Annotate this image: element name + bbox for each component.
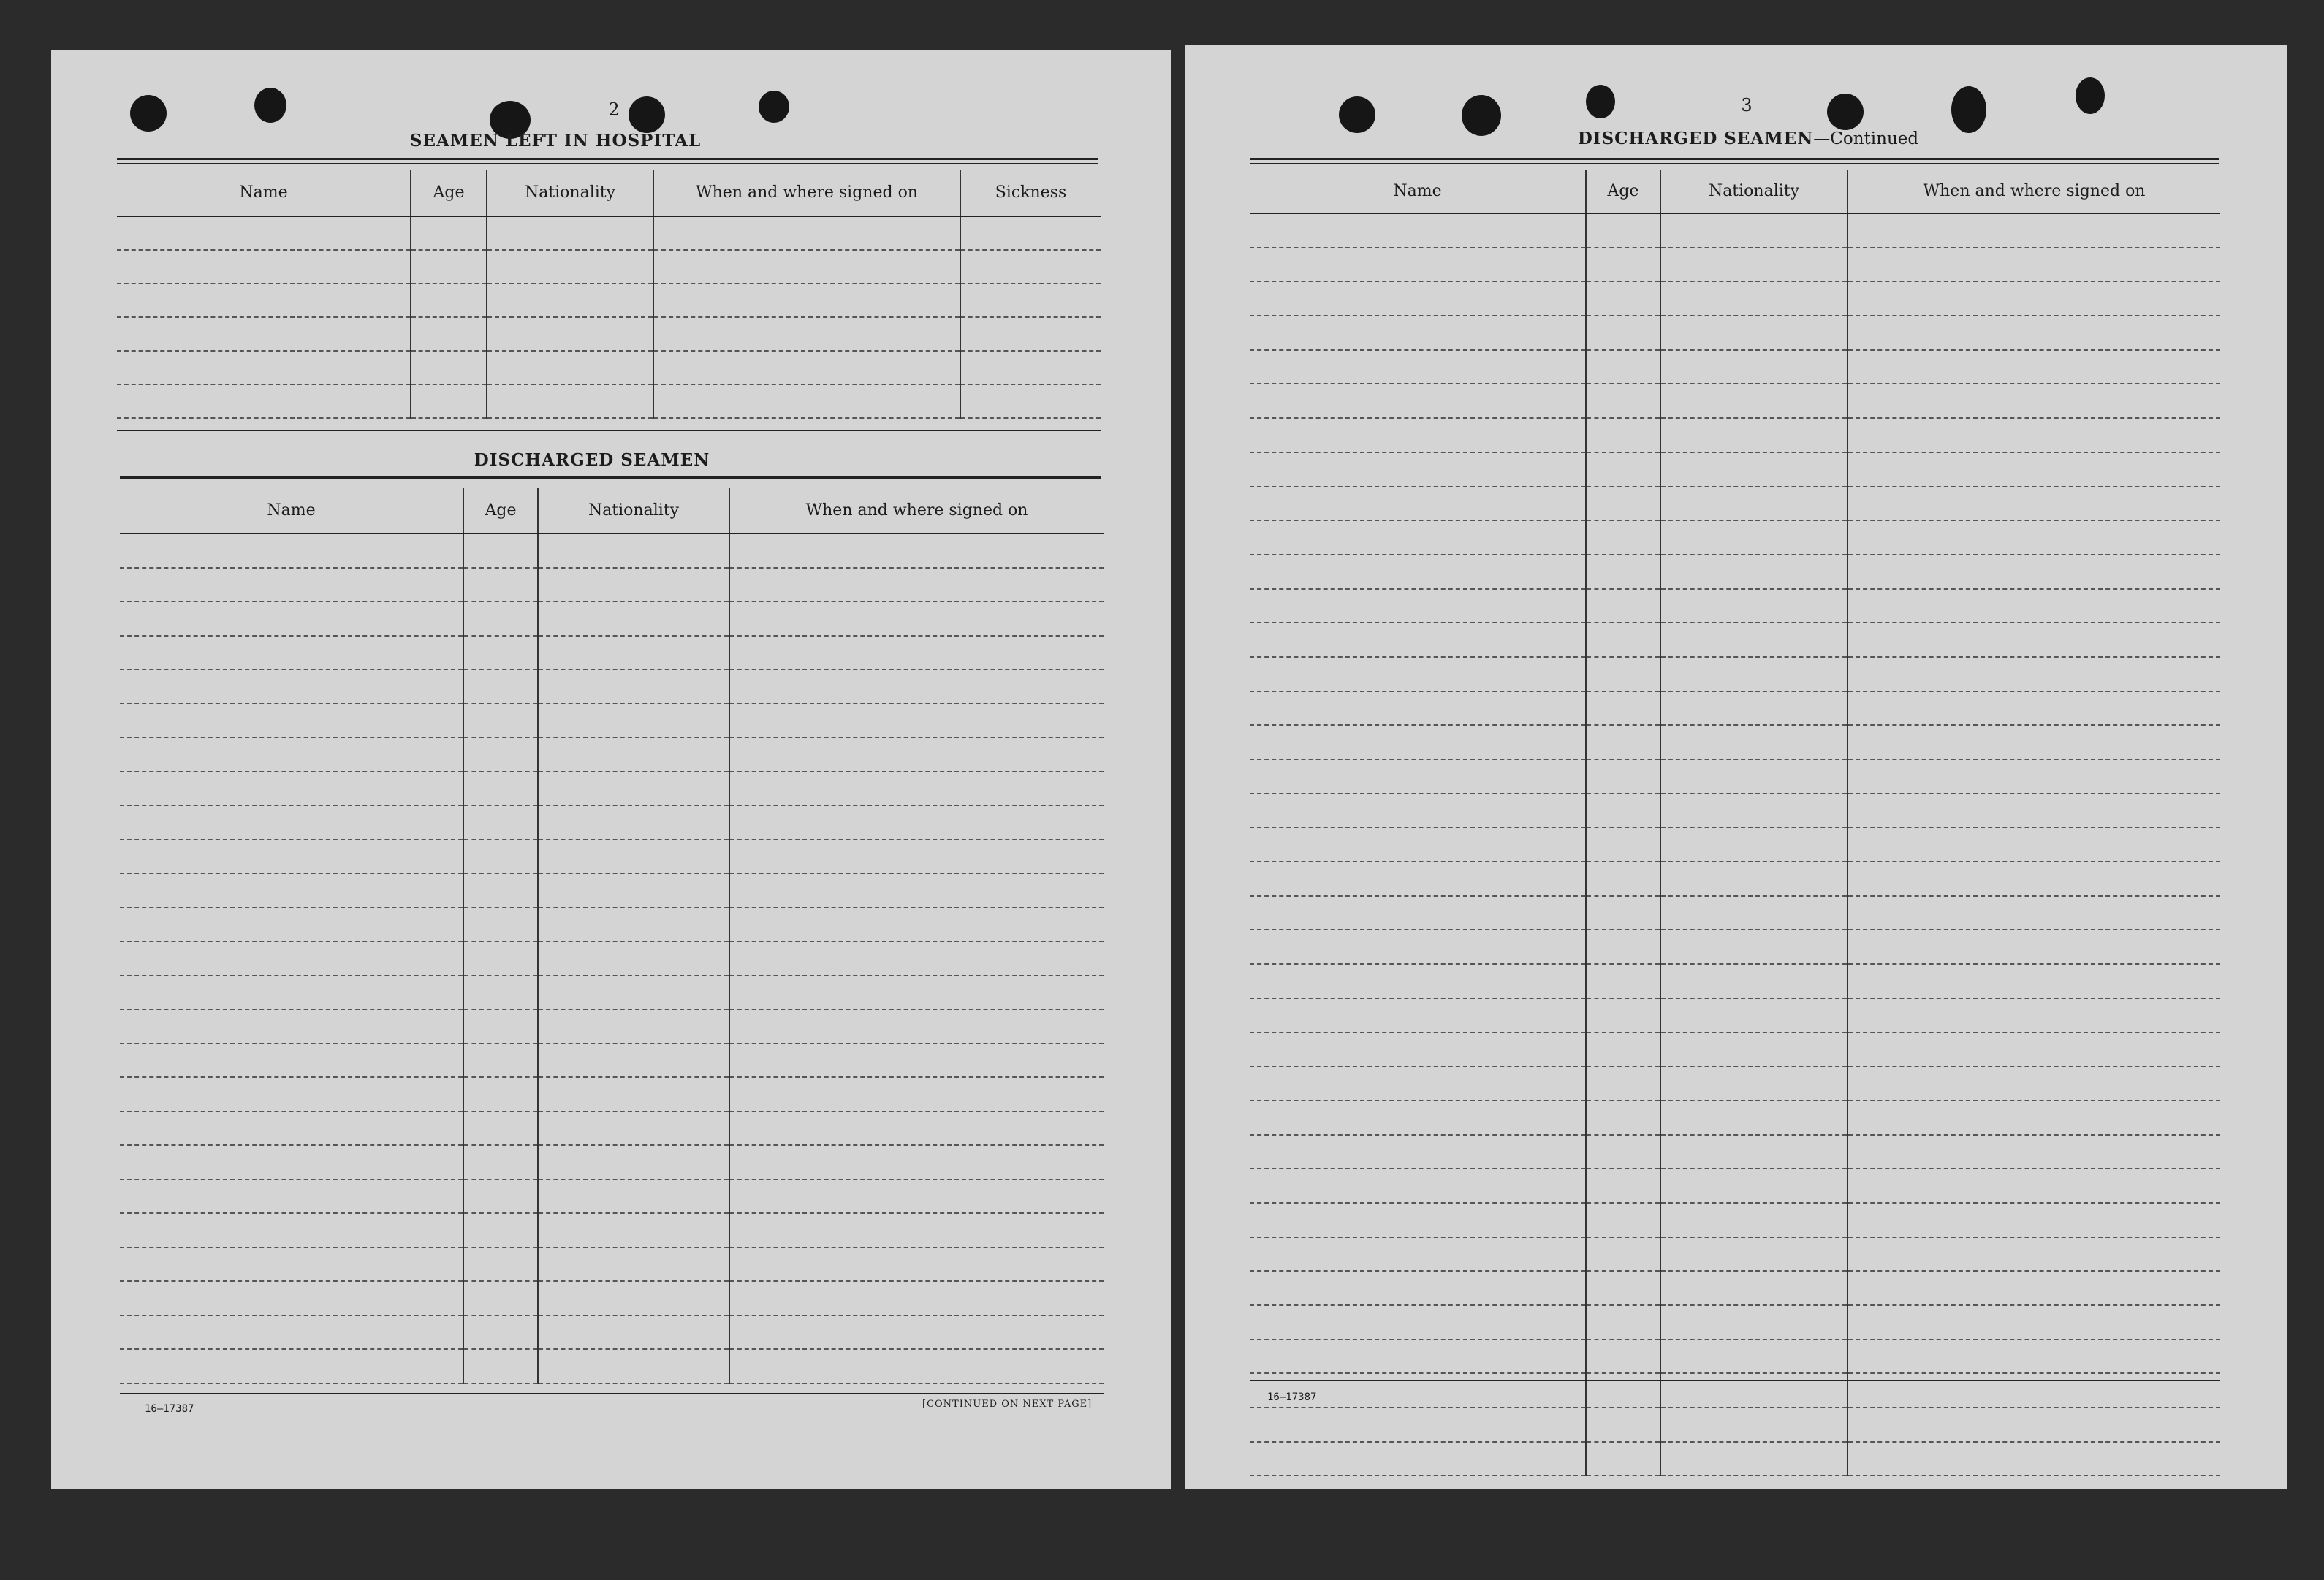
section-title-suffix: —Continued <box>1813 129 1919 148</box>
table-row <box>1250 520 2220 555</box>
punch-hole <box>759 91 789 123</box>
table-row <box>120 873 1104 908</box>
table-row <box>1250 316 2220 350</box>
table-row <box>117 384 1101 418</box>
table-row <box>1250 998 2220 1033</box>
table-row <box>120 704 1104 738</box>
table-row <box>117 317 1101 351</box>
table-row <box>1250 1340 2220 1374</box>
table-row <box>120 976 1104 1010</box>
table-row <box>120 805 1104 840</box>
table-row <box>120 840 1104 874</box>
table-row <box>1250 1033 2220 1067</box>
page-number: 2 <box>608 99 620 120</box>
table-row <box>1250 725 2220 759</box>
punch-hole <box>1339 96 1375 133</box>
table-row <box>1250 827 2220 862</box>
table-row <box>1250 862 2220 896</box>
table-row <box>1250 1101 2220 1135</box>
column-header-sickness: Sickness <box>960 170 1101 216</box>
table-row <box>1250 213 2220 248</box>
table-row <box>117 351 1101 384</box>
column-header-age: Age <box>463 488 538 533</box>
column-header-age: Age <box>411 170 487 216</box>
hospital-table <box>117 170 1101 419</box>
column-header-nationality: Nationality <box>487 170 653 216</box>
discharged-title-rule <box>120 476 1101 482</box>
right-bottom-rule <box>1250 1380 2220 1381</box>
table-row <box>1250 418 2220 452</box>
column-header-age: Age <box>1586 170 1660 213</box>
punch-hole <box>1462 95 1501 136</box>
discharged-section-title: DISCHARGED SEAMEN <box>474 450 710 470</box>
table-row <box>1250 487 2220 521</box>
right-title-rule <box>1250 158 2219 164</box>
table-row <box>120 1281 1104 1315</box>
table-row <box>1250 657 2220 691</box>
table-row <box>1250 1169 2220 1203</box>
table-row <box>1250 623 2220 657</box>
table-row <box>1250 1135 2220 1169</box>
punch-hole <box>2076 77 2105 114</box>
hospital-bottom-rule <box>117 430 1101 431</box>
table-row <box>120 1009 1104 1044</box>
punch-hole <box>1951 86 1986 133</box>
table-row <box>1250 1442 2220 1476</box>
table-row <box>120 1180 1104 1214</box>
table-row <box>120 601 1104 636</box>
table-row <box>1250 555 2220 589</box>
continued-note: [CONTINUED ON NEXT PAGE] <box>922 1399 1093 1410</box>
table-row <box>1250 794 2220 828</box>
table-row <box>120 533 1104 568</box>
table-row <box>1250 452 2220 487</box>
discharged-continued-title <box>1529 129 1967 148</box>
table-row <box>120 669 1104 704</box>
column-header-signed-on: When and where signed on <box>729 488 1104 533</box>
table-row <box>1250 589 2220 623</box>
table-row <box>1250 691 2220 726</box>
left-page <box>51 50 1171 1489</box>
table-row <box>120 1247 1104 1282</box>
punch-hole <box>130 95 167 132</box>
column-header-signed-on: When and where signed on <box>653 170 960 216</box>
discharged-bottom-rule <box>120 1393 1104 1394</box>
form-code: 16—17387 <box>1267 1391 1317 1403</box>
table-row <box>120 1044 1104 1078</box>
column-header-nationality: Nationality <box>1660 170 1848 213</box>
table-row <box>1250 1066 2220 1101</box>
table-row <box>1250 1237 2220 1272</box>
table-row <box>120 737 1104 772</box>
hospital-section-title: SEAMEN LEFT IN HOSPITAL <box>409 131 702 151</box>
table-row <box>120 1077 1104 1112</box>
table-row <box>1250 281 2220 316</box>
table-row <box>1250 930 2220 964</box>
right-page <box>1185 45 2287 1489</box>
page-number: 3 <box>1741 95 1753 115</box>
table-row <box>120 1213 1104 1247</box>
table-row <box>120 568 1104 602</box>
table-row <box>120 941 1104 976</box>
table-row <box>120 1112 1104 1146</box>
table-row <box>120 908 1104 942</box>
hospital-title-rule <box>117 158 1098 164</box>
column-header-name: Name <box>117 170 411 216</box>
punch-hole <box>1827 94 1864 130</box>
column-header-nationality: Nationality <box>538 488 729 533</box>
table-row <box>120 772 1104 806</box>
table-row <box>117 250 1101 284</box>
table-row <box>1250 384 2220 418</box>
table-row <box>1250 1305 2220 1340</box>
table-row <box>120 636 1104 670</box>
table-row <box>120 1349 1104 1383</box>
table-row <box>120 1145 1104 1180</box>
form-code: 16—17387 <box>145 1403 194 1415</box>
table-row <box>1250 964 2220 998</box>
table-row <box>1250 759 2220 794</box>
column-header-name: Name <box>120 488 463 533</box>
table-row <box>1250 1373 2220 1408</box>
table-row <box>120 1315 1104 1350</box>
table-row <box>117 284 1101 317</box>
discharged-table <box>120 488 1104 1384</box>
column-header-signed-on: When and where signed on <box>1848 170 2220 213</box>
table-row <box>1250 350 2220 384</box>
punch-hole <box>1586 85 1615 118</box>
table-row <box>1250 1203 2220 1237</box>
table-row <box>1250 248 2220 282</box>
table-row <box>1250 1271 2220 1305</box>
section-title-text: DISCHARGED SEAMEN <box>1577 129 1814 148</box>
table-row <box>1250 1408 2220 1442</box>
table-row <box>1250 896 2220 930</box>
punch-hole <box>254 88 286 123</box>
discharged-continued-table <box>1250 170 2220 1476</box>
table-row <box>117 216 1101 250</box>
column-header-name: Name <box>1250 170 1586 213</box>
